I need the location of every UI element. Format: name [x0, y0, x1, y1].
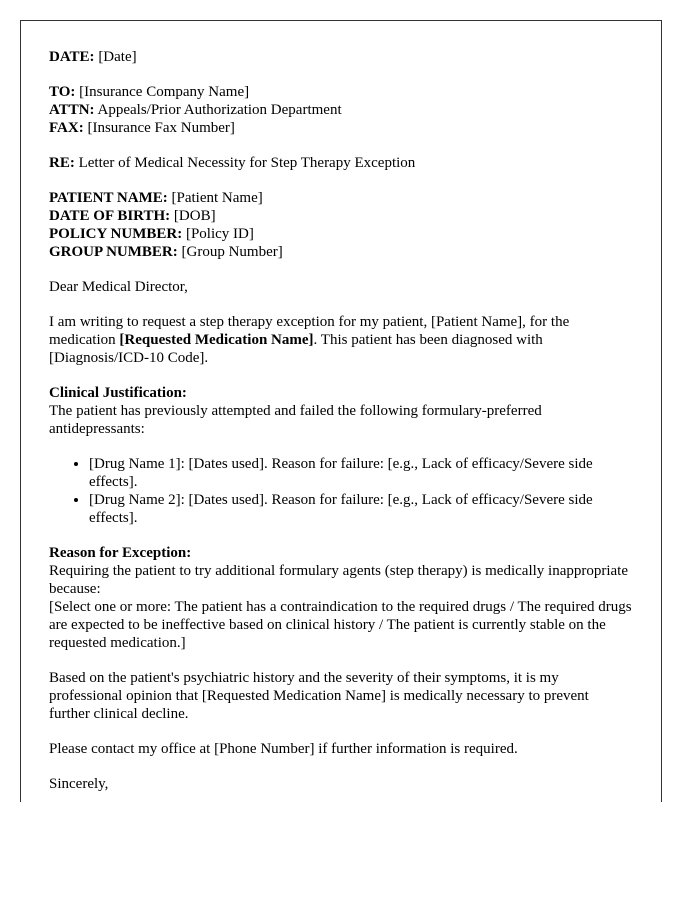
list-item: • [Drug Name 2]: [Dates used]. Reason for failure: [e.g., Lack of efficacy/Severe side effects]. — [89, 491, 633, 527]
intro-paragraph: I am writing to request a step therapy exception for my patient, [Patient Name], for the medication [Requested Medication Name]. This patient has been diagnosed with [Diagnosis/ICD-10 Code]. — [49, 314, 570, 366]
contact-paragraph: Please contact my office at [Phone Number] if further information is required. — [49, 741, 518, 757]
failed-drugs-list — [49, 455, 633, 527]
recipient-block: TO: [Insurance Company Name] ATTN: Appeals/Prior Authorization Department FAX: [Insurance Fax Number] — [49, 84, 342, 136]
closing: Sincerely, — [49, 776, 109, 792]
patient-block: PATIENT NAME: [Patient Name] DATE OF BIRTH: [DOB] POLICY NUMBER: [Policy ID] GROUP NUMBER: [Group Number] — [49, 190, 283, 260]
letter-page — [20, 20, 662, 802]
salutation: Dear Medical Director, — [49, 279, 188, 295]
list-item: • [Drug Name 1]: [Dates used]. Reason for failure: [e.g., Lack of efficacy/Severe side effects]. — [89, 455, 633, 491]
clinical-justification: Clinical Justification: The patient has previously attempted and failed the following formulary-preferred antidepressants: — [49, 385, 542, 437]
opinion-paragraph: Based on the patient's psychiatric history and the severity of their symptoms, it is my professional opinion that [Requested Medication Name] is medically necessary to prevent further clinical decline. — [49, 670, 589, 722]
subject-line: RE: Letter of Medical Necessity for Step Therapy Exception — [49, 155, 416, 171]
date-line: DATE: [Date] — [49, 49, 137, 65]
reason-for-exception: Reason for Exception: Requiring the patient to try additional formulary agents (step therapy) is medically inappropriate because: [Select one or more: The patient has a contraindication to the required drugs / The required drugs are expected to be ineffective based on clinical history / The patient is currently stable on the requested medication.] — [49, 545, 632, 651]
